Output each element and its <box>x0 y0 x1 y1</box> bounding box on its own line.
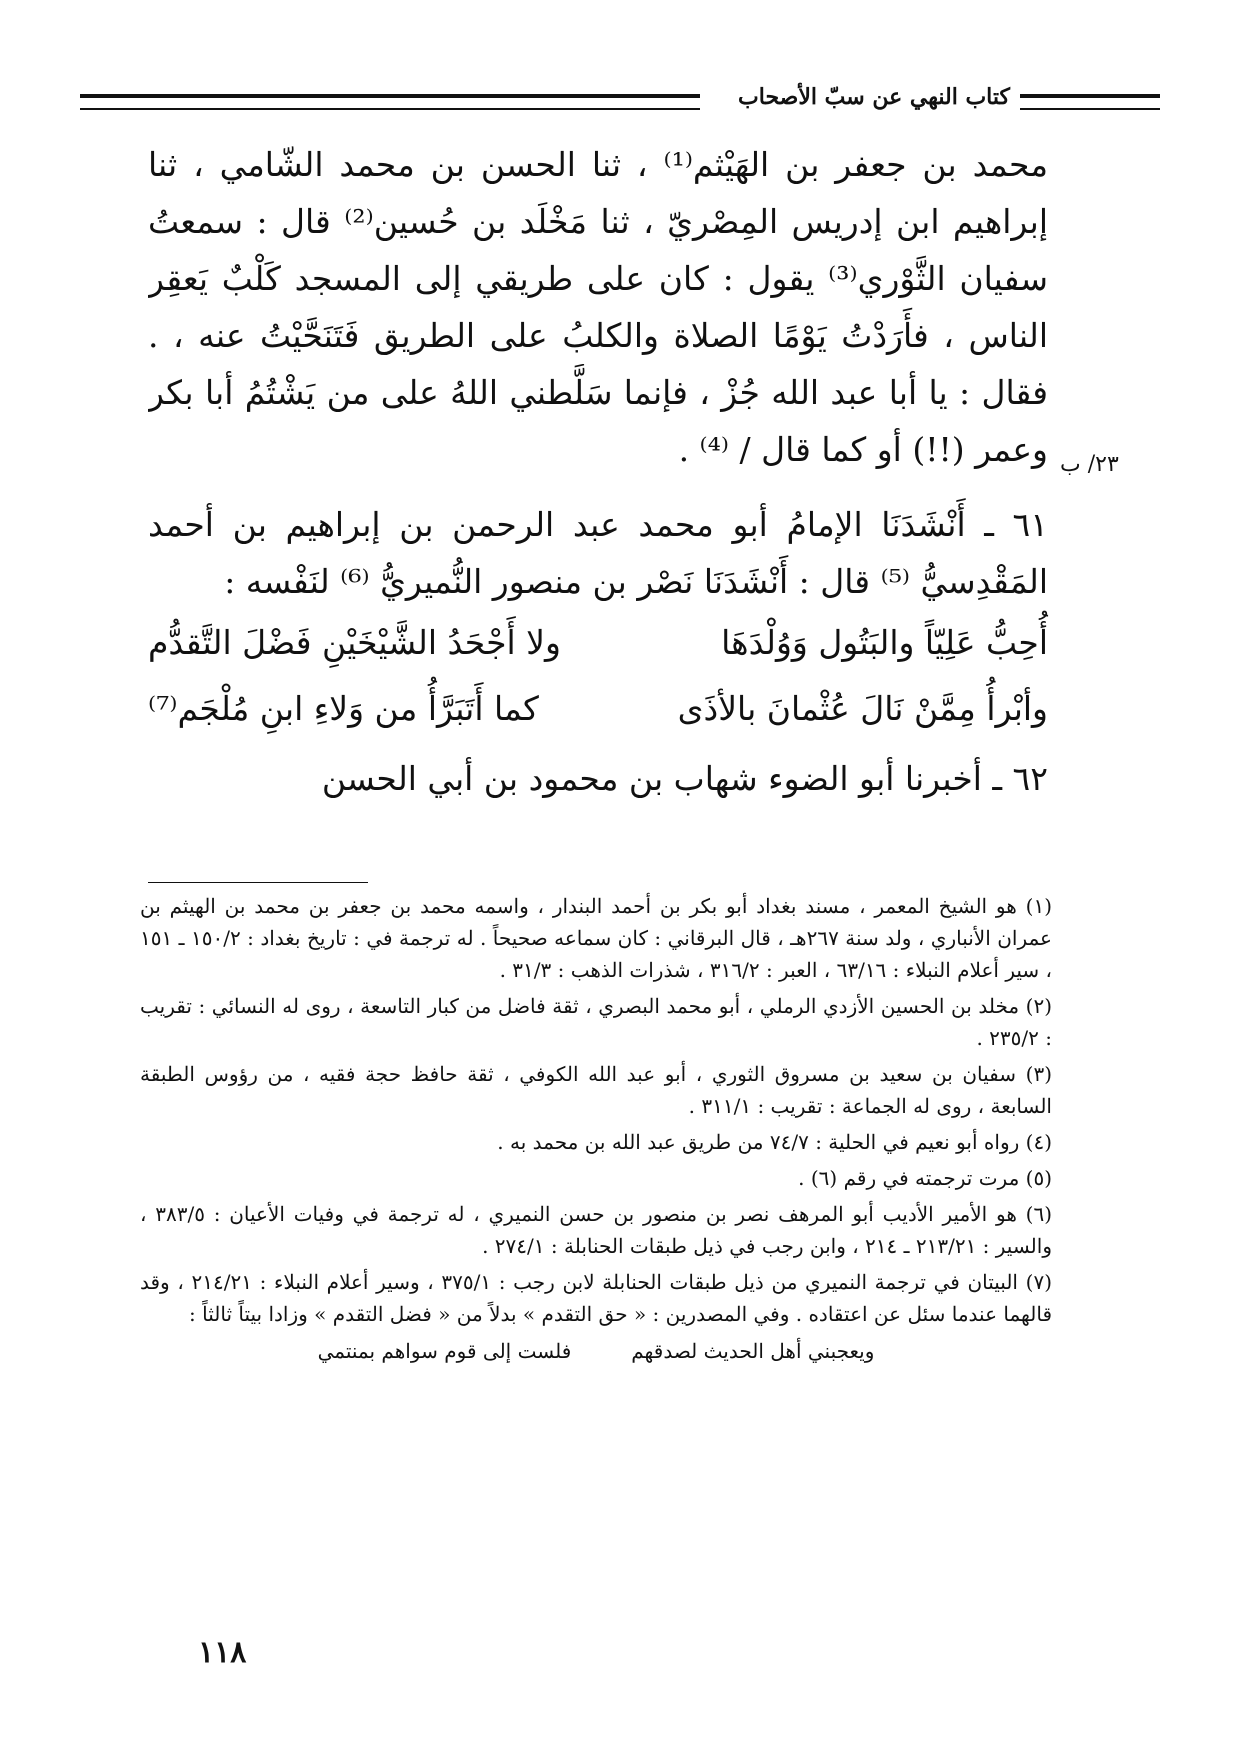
verse-first-hemistich: أُحِبُّ عَلِيّاً والبَتُول وَوُلْدَهَا <box>721 623 1048 662</box>
text-line: المَقْدِسيُّ ⁽⁵⁾ قال : أَنْشَدَنَا نَصْر بن منصور النُّميريُّ ⁽⁶⁾ لنَفْسه : <box>224 562 1048 601</box>
footnote: (٦) هو الأمير الأديب أبو المرهف نصر بن منصور بن حسن النميري ، له ترجمة في وفيات الأعيان : ٣٨٣/٥ ، والسير : ٢١٣/٢١ ـ ٢١٤ ، وابن رجب في ذيل طبقات الحنابلة : ٢٧٤/١ . <box>140 1202 1053 1258</box>
footnote-verse <box>140 1334 1052 1368</box>
header-title: كتاب النهي عن سبّ الأصحاب <box>738 84 1010 110</box>
text-line: ٦٢ ـ أخبرنا أبو الضوء شهاب بن محمود بن أبي الحسن <box>321 759 1048 798</box>
poem-verse <box>148 610 1048 676</box>
verse-second-hemistich: فلست إلى قوم سواهم بمنتمي <box>317 1339 572 1363</box>
text-line: فقال : يا أبا عبد الله جُزْ ، فإنما سَلَّطني اللهُ على من يَشْتُمُ أبا بكر <box>148 373 1048 412</box>
text-line: سفيان الثَّوْري⁽³⁾ يقول : كان على طريقي إلى المسجد كَلْبٌ يَعقِر <box>148 259 1048 298</box>
text-line: الناس ، فأَرَدْتُ يَوْمًا الصلاة والكلبُ على الطريق فَتَنَحَّيْتُ عنه ، . <box>148 316 1048 355</box>
verse-first-hemistich: ويعجبني أهل الحديث لصدقهم <box>631 1339 875 1363</box>
footnote: (٥) مرت ترجمته في رقم (٦) . <box>798 1166 1052 1190</box>
margin-folio-note: ٢٣/ ب <box>1060 452 1119 477</box>
verse-second-hemistich: ولا أَجْحَدُ الشَّيْخَيْنِ فَضْلَ التَّقدُّم <box>148 623 561 662</box>
text-line: محمد بن جعفر بن الهَيْثم⁽¹⁾ ، ثنا الحسن بن محمد الشّامي ، ثنا <box>148 145 1048 184</box>
footnotes <box>140 890 1052 1368</box>
footnote: (٢) مخلد بن الحسين الأزدي الرملي ، أبو محمد البصري ، ثقة فاضل من كبار التاسعة ، روى له النسائي : تقريب : ٢٣٥/٢ . <box>140 994 1052 1050</box>
footnote: (٤) رواه أبو نعيم في الحلية : ٧٤/٧ من طريق عبد الله بن محمد به . <box>497 1130 1052 1154</box>
page-number: ١١٨ <box>198 1635 247 1670</box>
header-rule-left <box>80 94 700 110</box>
main-text <box>148 136 1048 807</box>
footnote: (١) هو الشيخ المعمر ، مسند بغداد أبو بكر بن أحمد البندار ، واسمه محمد بن جعفر بن محمد بن الهيثم بن عمران الأنباري ، ولد سنة ٢٦٧هـ ، قال البرقاني : كان سماعه صحيحاً . له ترجمة في : تاريخ بغداد : ١٥٠/٢ ـ ١٥١ ، سير أعلام النبلاء : ٦٣/١٦ ، العبر : ٣١٦/٢ ، شذرات الذهب : ٣١/٣ . <box>140 894 1052 982</box>
poem-verse <box>148 676 1048 742</box>
running-header <box>80 80 1160 116</box>
header-rule-right <box>1020 94 1160 110</box>
verse-second-hemistich: كما أَتَبَرَّأُ من وَلاءِ ابنِ مُلْجَم⁽⁷⁾ <box>148 689 539 728</box>
footnote: (٣) سفيان بن سعيد بن مسروق الثوري ، أبو عبد الله الكوفي ، ثقة حافظ حجة فقيه ، من رؤوس الطبقة السابعة ، روى له الجماعة : تقريب : ٣١١/١ . <box>140 1062 1052 1118</box>
paragraph-62 <box>148 750 1048 807</box>
text-line: ٦١ ـ أَنْشَدَنَا الإمامُ أبو محمد عبد الرحمن بن إبراهيم بن أحمد <box>148 505 1048 544</box>
verse-first-hemistich: وأبْرأُ مِمَّنْ نَالَ عُثْمانَ بالأذَى <box>677 689 1048 728</box>
footnote-separator <box>148 882 368 883</box>
footnote: (٧) البيتان في ترجمة النميري من ذيل طبقات الحنابلة لابن رجب : ٣٧٥/١ ، وسير أعلام النبلاء : ٢١٤/٢١ ، وقد قالهما عندما سئل عن اعتقاده . وفي المصدرين : « حق التقدم » بدلاً من « فضل التقدم » وزادا بيتاً ثالثاً : <box>140 1270 1053 1326</box>
text-line: وعمر (!!) أو كما قال / ⁽⁴⁾ . <box>678 430 1048 469</box>
paragraph-61 <box>148 496 1048 610</box>
text-line: إبراهيم ابن إدريس المِصْريّ ، ثنا مَخْلَد بن حُسين⁽²⁾ قال : سمعتُ <box>148 202 1048 241</box>
